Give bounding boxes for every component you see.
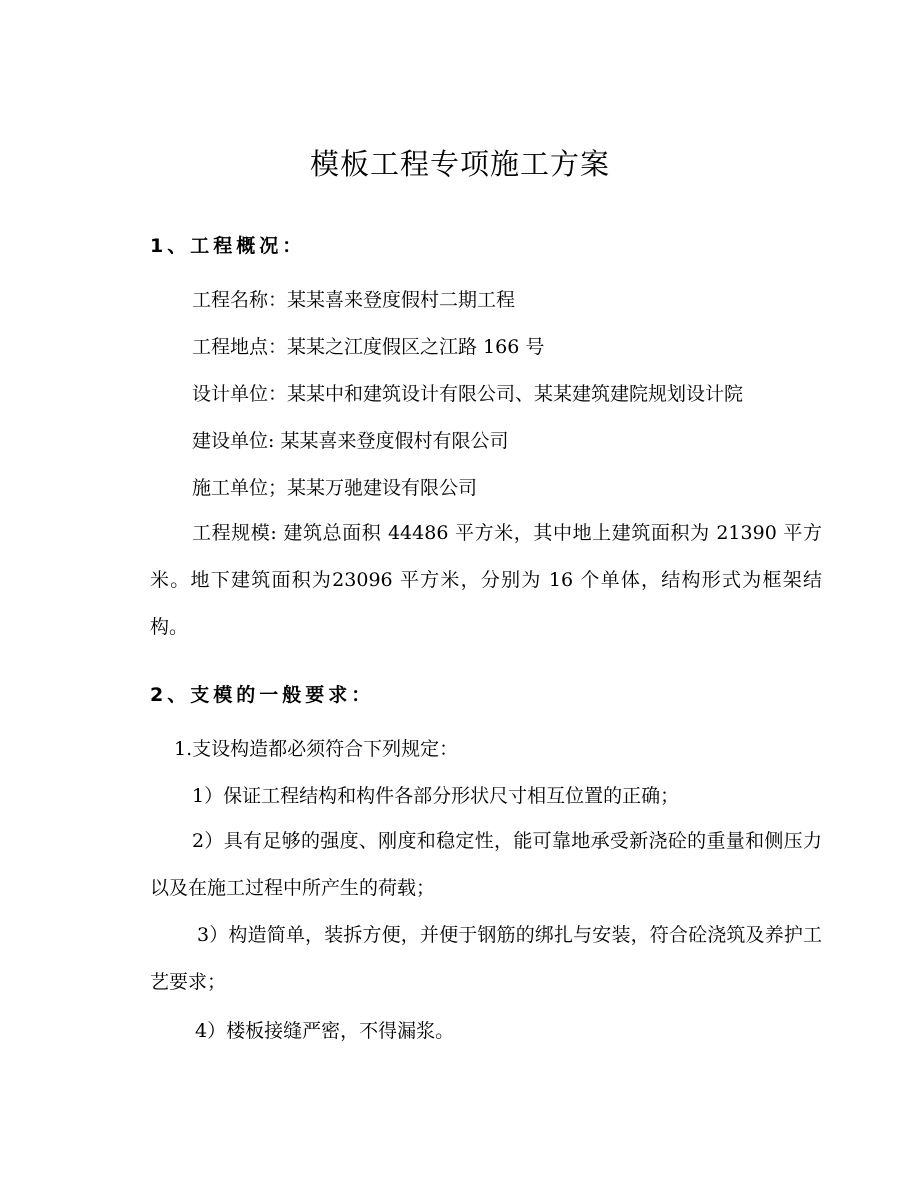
requirements-intro-line: 1.支设构造都必须符合下列规定： xyxy=(174,738,459,760)
project-name-line: 工程名称：某某喜来登度假村二期工程 xyxy=(192,289,516,311)
contractor-line: 施工单位；某某万驰建设有限公司 xyxy=(192,477,478,499)
requirement-4-line: 4）楼板接缝严密，不得漏浆。 xyxy=(195,1020,455,1042)
design-unit-line: 设计单位：某某中和建筑设计有限公司、某某建筑建院规划设计院 xyxy=(192,383,744,405)
requirement-2-paragraph: 2）具有足够的强度、刚度和稳定性，能可靠地承受新浇砼的重量和侧压力以及在施工过程中所产生的荷载； xyxy=(150,830,822,899)
requirement-3-paragraph: 3）构造简单，装拆方便，并便于钢筋的绑扎与安装，符合砼浇筑及养护工艺要求； xyxy=(150,924,822,993)
requirement-1-line: 1）保证工程结构和构件各部分形状尺寸相互位置的正确； xyxy=(192,785,680,807)
section-heading-formwork-requirements: 2、支模的一般要求： xyxy=(150,684,375,706)
section-heading-project-overview: 1、工程概况： xyxy=(150,235,306,257)
project-location-line: 工程地点：某某之江度假区之江路 166 号 xyxy=(192,336,545,358)
document-title: 模板工程专项施工方案 xyxy=(309,147,610,181)
project-scale-paragraph: 工程规模: 建筑总面积 44486 平方米，其中地上建筑面积为 21390 平方米。地下建筑面积为23096 平方米，分别为 16 个单体，结构形式为框架结构。 xyxy=(150,522,822,638)
construction-owner-line: 建设单位: 某某喜来登度假村有限公司 xyxy=(192,430,509,452)
